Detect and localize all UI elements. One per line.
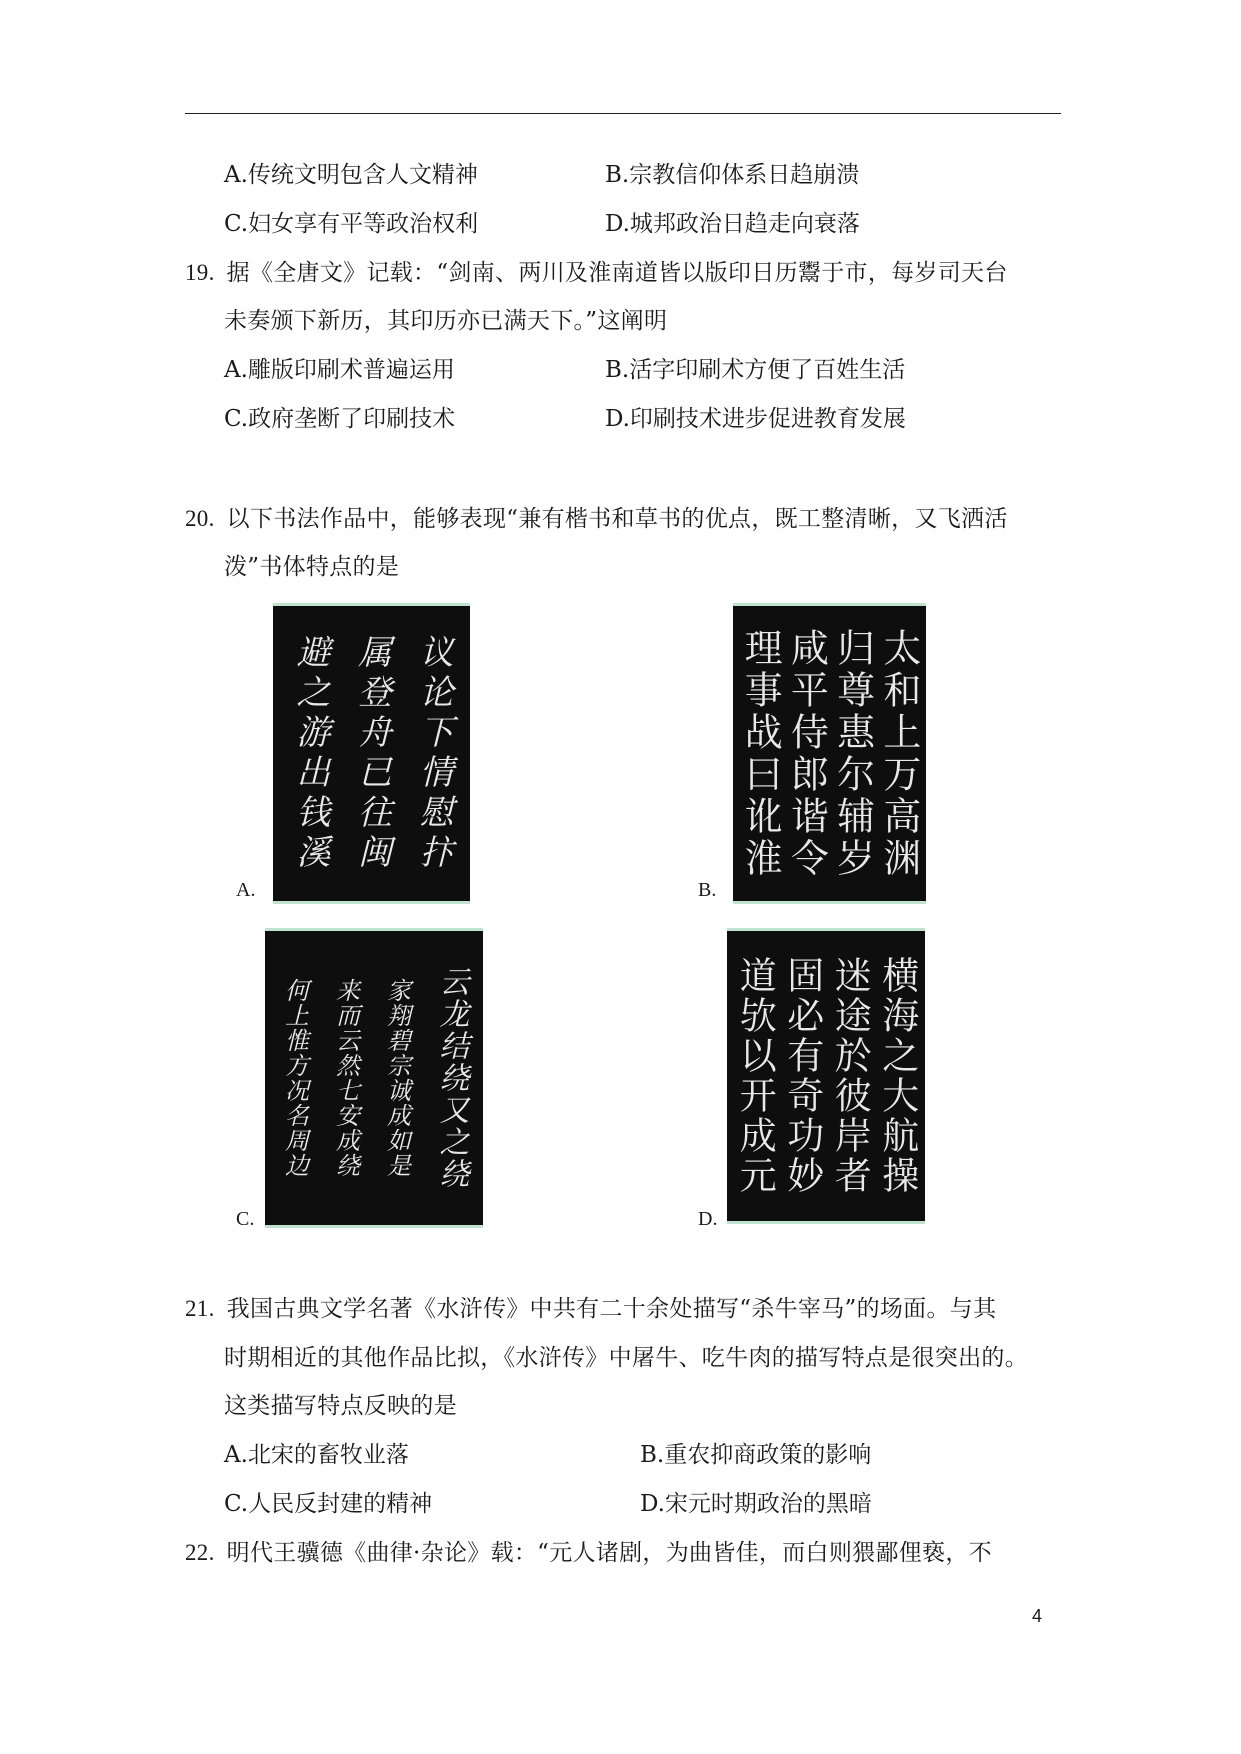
callig-c-col-1 <box>433 931 469 1225</box>
page-number: 4 <box>1032 1606 1043 1626</box>
q20-number: 20. <box>185 506 215 531</box>
image-d-label: D. <box>698 1208 718 1230</box>
callig-b-col-4 <box>738 606 783 901</box>
callig-d-col-2 <box>828 931 872 1221</box>
callig-d-text-4: 道欤以开成元 <box>733 956 777 1196</box>
q21-option-c: C.人民反封建的精神 <box>224 1491 433 1517</box>
callig-c-col-2 <box>382 931 411 1225</box>
q19-option-c: C.政府垄断了印刷技术 <box>224 406 456 432</box>
callig-c-text-1: 云龙结绕又之绕 <box>433 966 469 1190</box>
q19-stem-line1: 19. 据《全唐文》记载：“剑南、两川及淮南道皆以版印日历鬻于市，每岁司天台 <box>185 260 1008 286</box>
callig-a-col-2 <box>351 606 392 901</box>
calligraphy-image-c <box>265 928 483 1228</box>
header-rule <box>185 113 1061 114</box>
q21-stem-line2: 时期相近的其他作品比拟，《水浒传》中屠牛、吃牛肉的描写特点是很突出的。 <box>224 1345 1028 1371</box>
callig-b-col-3 <box>784 606 829 901</box>
q21-option-d: D.宋元时期政治的黑暗 <box>640 1491 872 1517</box>
callig-d-text-1: 横海之大航操 <box>875 956 919 1196</box>
q18-option-b: B.宗教信仰体系日趋崩溃 <box>605 162 860 188</box>
callig-d-col-1 <box>875 931 919 1221</box>
calligraphy-image-b <box>733 603 926 904</box>
callig-a-text-3: 避之游出钱溪 <box>289 633 330 874</box>
calligraphy-image-d <box>727 928 925 1224</box>
callig-d-text-3: 固必有奇功妙 <box>780 956 824 1196</box>
callig-b-col-2 <box>830 606 875 901</box>
calligraphy-image-a <box>273 603 470 904</box>
q18-option-d: D.城邦政治日趋走向衰落 <box>605 211 860 237</box>
q19-stem-line2: 未奏颁下新历，其印历亦已满天下。”这阐明 <box>224 308 668 334</box>
callig-a-col-3 <box>289 606 330 901</box>
callig-b-text-1: 太和上万高渊 <box>876 627 921 880</box>
q19-option-d: D.印刷技术进步促进教育发展 <box>605 406 906 432</box>
callig-d-col-3 <box>780 931 824 1221</box>
callig-a-col-1 <box>413 606 454 901</box>
q19-option-a: A.雕版印刷术普遍运用 <box>224 357 455 383</box>
q18-option-c: C.妇女享有平等政治权利 <box>224 211 479 237</box>
callig-b-text-2: 归尊惠尔辅岁 <box>830 627 875 880</box>
q19-option-b: B.活字印刷术方便了百姓生活 <box>605 357 906 383</box>
q22-stem-line1: 22. 明代王骥德《曲律·杂论》载：“元人诸剧，为曲皆佳，而白则猥鄙俚亵，不 <box>185 1540 992 1566</box>
image-b-label: B. <box>698 879 717 901</box>
q21-stem-line1: 21. 我国古典文学名著《水浒传》中共有二十余处描写“杀牛宰马”的场面。与其 <box>185 1296 997 1322</box>
q20-stem-line1: 20. 以下书法作品中，能够表现“兼有楷书和草书的优点，既工整清晰，又飞洒活 <box>185 506 1008 532</box>
callig-a-text-2: 属登舟已往闽 <box>351 633 392 874</box>
q21-number: 21. <box>185 1296 215 1321</box>
image-a-label: A. <box>236 879 256 901</box>
callig-d-text-2: 迷途於彼岸者 <box>828 956 872 1196</box>
callig-b-text-4: 理事战曰讹淮 <box>738 627 783 880</box>
image-c-label: C. <box>236 1208 255 1230</box>
callig-c-col-3 <box>331 931 360 1225</box>
callig-c-text-4: 何上惟方况名周边 <box>280 978 309 1178</box>
callig-a-text-1: 议论下情慰抃 <box>413 633 454 874</box>
callig-b-col-1 <box>876 606 921 901</box>
q19-number: 19. <box>185 260 215 285</box>
q21-option-b: B.重农抑商政策的影响 <box>640 1442 872 1468</box>
callig-c-text-2: 家翔碧宗诚成如是 <box>382 978 411 1178</box>
callig-d-col-4 <box>733 931 777 1221</box>
callig-c-col-4 <box>280 931 309 1225</box>
q18-option-a: A.传统文明包含人文精神 <box>224 162 478 188</box>
q21-stem-line3: 这类描写特点反映的是 <box>224 1393 457 1419</box>
callig-b-text-3: 咸平侍郎谐令 <box>784 627 829 880</box>
callig-c-text-3: 来而云然七安成绕 <box>331 978 360 1178</box>
q20-stem-line2: 泼”书体特点的是 <box>224 554 400 580</box>
q21-option-a: A.北宋的畜牧业落 <box>224 1442 409 1468</box>
q22-number: 22. <box>185 1540 215 1565</box>
